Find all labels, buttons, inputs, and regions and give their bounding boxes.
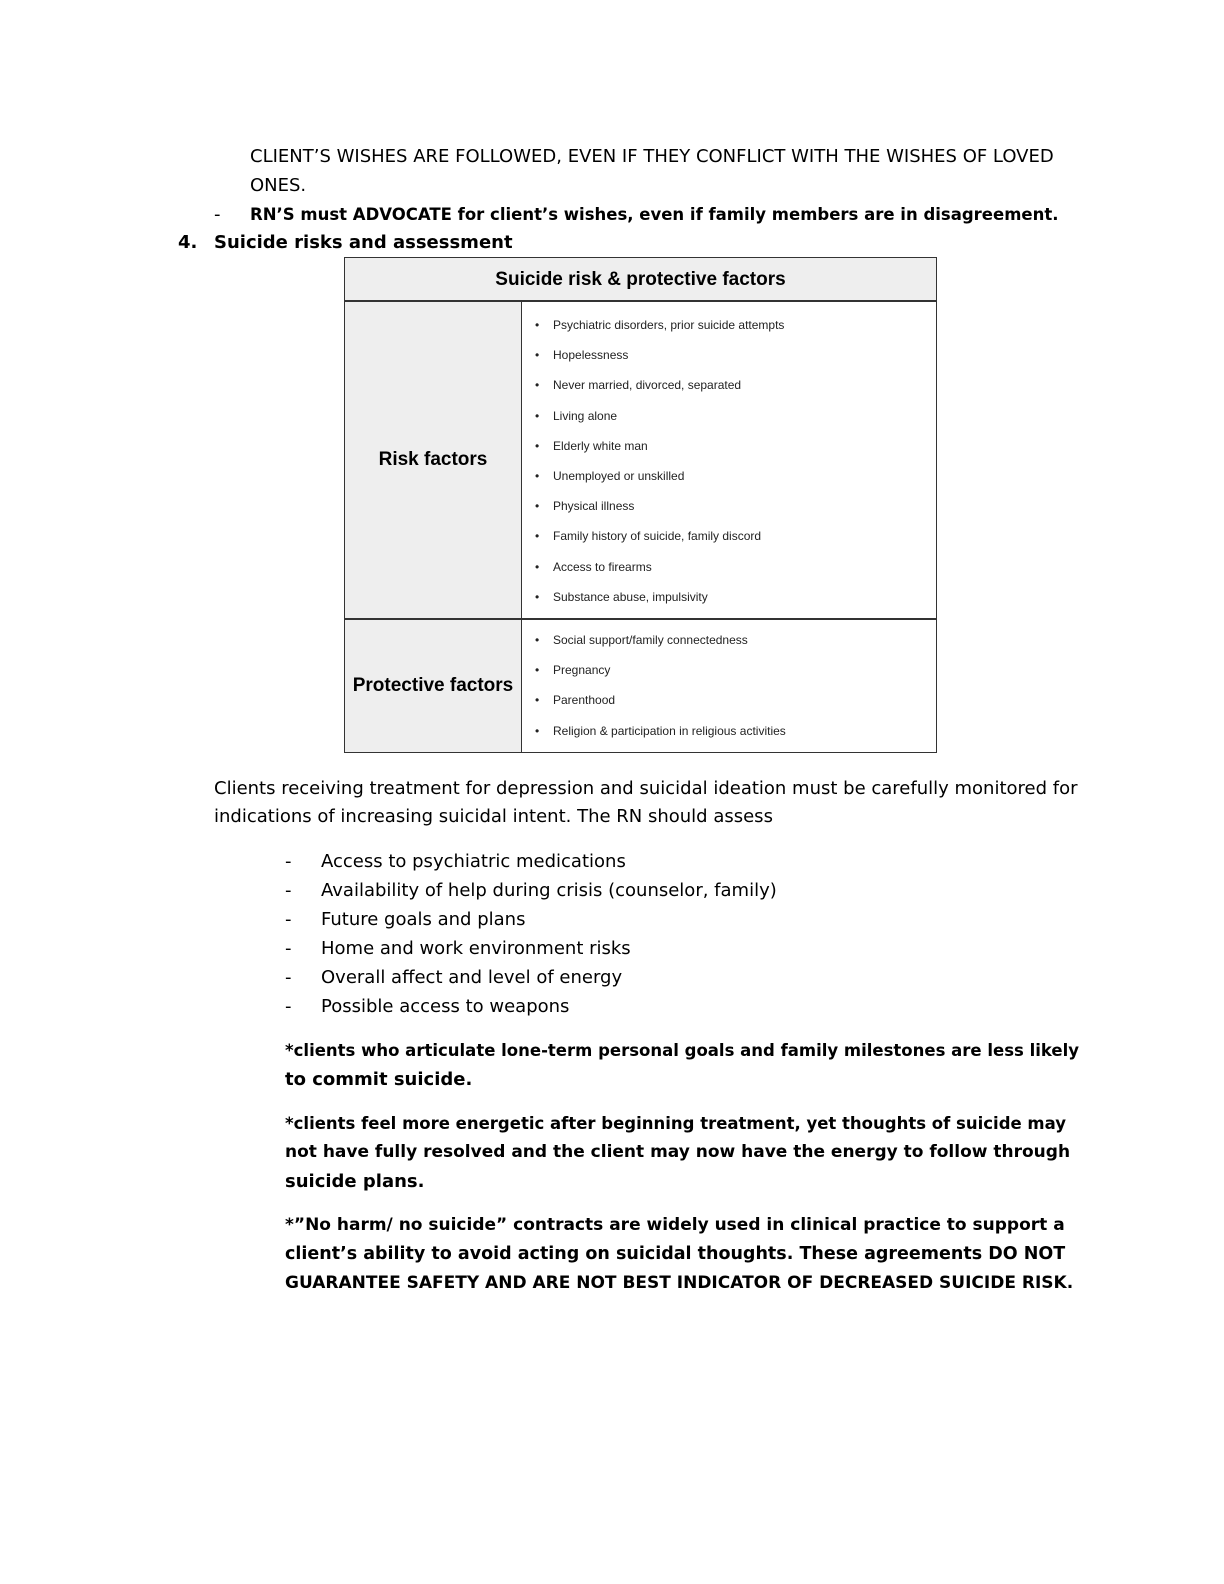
advocate-note: RN’S must ADVOCATE for client’s wishes, even if family members are in disagreement. <box>250 205 1059 224</box>
dash-bullet: - <box>214 204 221 225</box>
list-item: Overall affect and level of energy <box>321 967 623 988</box>
risk-factors-label: Risk factors <box>345 302 522 618</box>
list-item: • Never married, divorced, separated <box>522 370 936 400</box>
list-item: • Unemployed or unskilled <box>522 461 936 491</box>
dash-bullet: - <box>285 880 292 901</box>
list-item: • Substance abuse, impulsivity <box>522 582 936 612</box>
dash-bullet: - <box>285 996 292 1017</box>
dash-bullet: - <box>285 938 292 959</box>
dash-bullet: - <box>285 909 292 930</box>
list-item: • Elderly white man <box>522 431 936 461</box>
list-item: Possible access to weapons <box>321 996 570 1017</box>
list-item: Availability of help during crisis (counselor, family) <box>321 880 777 901</box>
risk-factors-list <box>522 302 936 618</box>
protective-factors-label: Protective factors <box>345 620 522 752</box>
list-item: • Parenthood <box>522 685 936 715</box>
list-item: • Access to firearms <box>522 552 936 582</box>
note-2-line-2: not have fully resolved and the client may now have the energy to follow through <box>285 1142 1071 1162</box>
dash-bullet: - <box>285 967 292 988</box>
list-item: • Psychiatric disorders, prior suicide attempts <box>522 310 936 340</box>
list-item: • Family history of suicide, family discord <box>522 521 936 551</box>
list-item: • Pregnancy <box>522 655 936 685</box>
table-header: Suicide risk & protective factors <box>345 258 936 302</box>
note-3-line-1: *”No harm/ no suicide” contracts are widely used in clinical practice to support a <box>285 1215 1065 1235</box>
protective-factors-row <box>345 620 936 752</box>
note-2-line-1: *clients feel more energetic after beginning treatment, yet thoughts of suicide may <box>285 1114 1067 1133</box>
note-1-line-1: *clients who articulate lone-term personal goals and family milestones are less likely <box>285 1041 1080 1060</box>
note-2-line-3: suicide plans. <box>285 1171 425 1192</box>
protective-factors-list <box>522 620 936 752</box>
section-title: Suicide risks and assessment <box>214 232 513 253</box>
dash-bullet: - <box>285 851 292 872</box>
intro-line-1: CLIENT’S WISHES ARE FOLLOWED, EVEN IF THEY CONFLICT WITH THE WISHES OF LOVED <box>250 146 1054 167</box>
list-item: • Physical illness <box>522 491 936 521</box>
list-item: Home and work environment risks <box>321 938 631 959</box>
note-1-line-2: to commit suicide. <box>285 1069 473 1090</box>
list-item: Access to psychiatric medications <box>321 851 626 872</box>
intro-line-2: ONES. <box>250 175 307 196</box>
list-item: • Living alone <box>522 401 936 431</box>
risk-protective-table <box>344 257 937 753</box>
list-item: • Social support/family connectedness <box>522 625 936 655</box>
paragraph-line-1: Clients receiving treatment for depression and suicidal ideation must be carefully monitored for <box>214 778 1078 799</box>
list-item: • Hopelessness <box>522 340 936 370</box>
risk-factors-row <box>345 302 936 620</box>
note-3-line-3: GUARANTEE SAFETY AND ARE NOT BEST INDICATOR OF DECREASED SUICIDE RISK. <box>285 1273 1074 1293</box>
list-item: Future goals and plans <box>321 909 526 930</box>
note-3-line-2: client’s ability to avoid acting on suicidal thoughts. These agreements DO NOT <box>285 1244 1066 1264</box>
section-number: 4. <box>178 232 198 253</box>
paragraph-line-2: indications of increasing suicidal intent. The RN should assess <box>214 806 773 827</box>
list-item: • Religion & participation in religious activities <box>522 716 936 746</box>
